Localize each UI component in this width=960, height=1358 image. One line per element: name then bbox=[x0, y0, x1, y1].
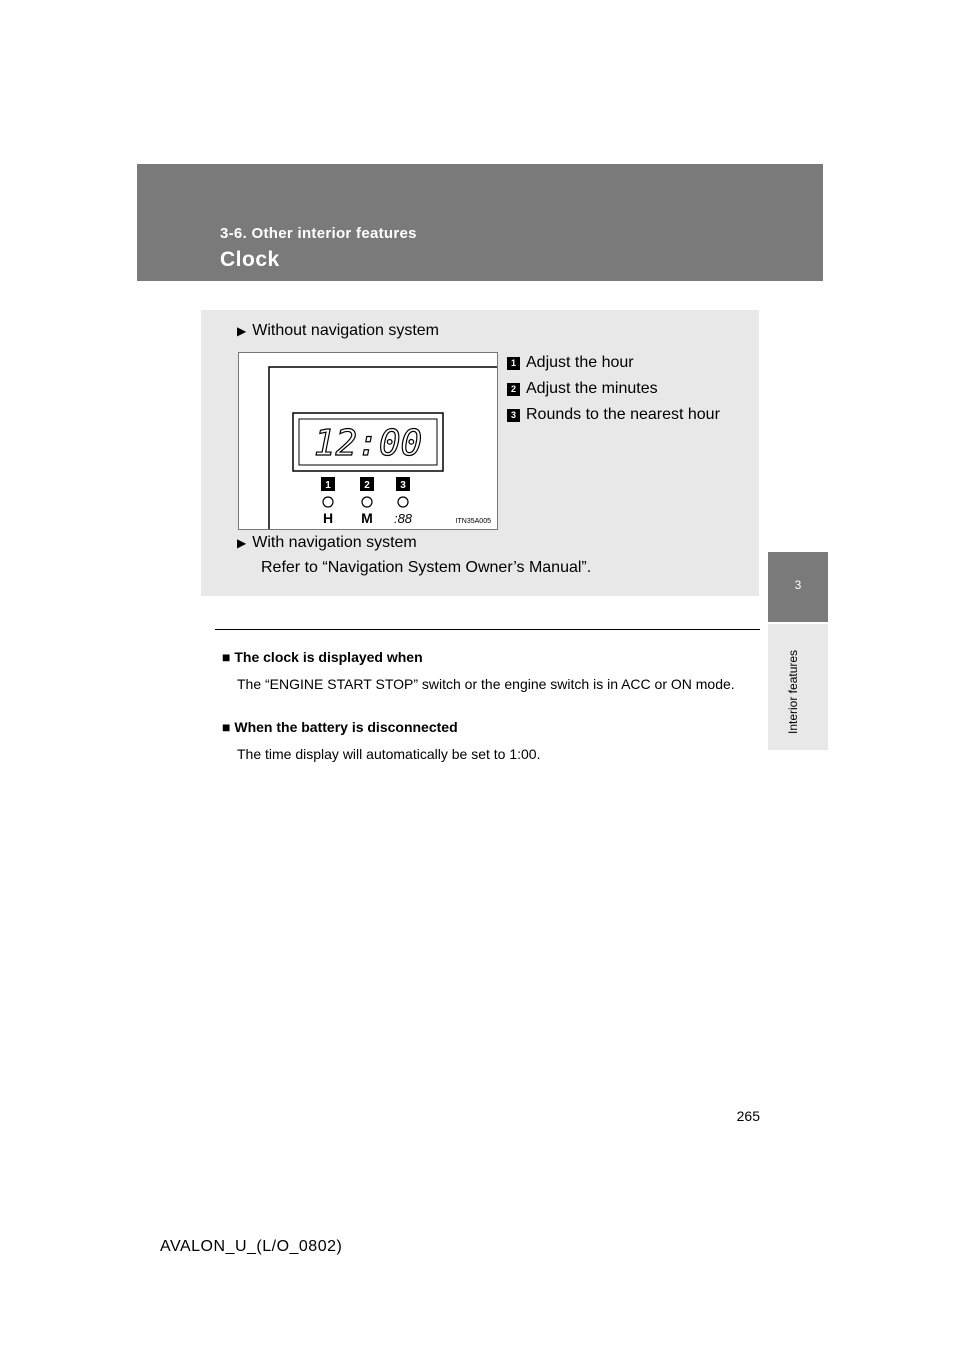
svg-text:2: 2 bbox=[364, 480, 370, 491]
option-with-nav bbox=[237, 534, 417, 552]
option-with-nav-label: With navigation system bbox=[252, 534, 417, 551]
legend-item-3 bbox=[507, 402, 720, 428]
chapter-tab[interactable] bbox=[768, 552, 828, 622]
legend-item-label: Rounds to the nearest hour bbox=[526, 406, 720, 423]
note-heading-text: The clock is displayed when bbox=[234, 649, 423, 665]
button-legend bbox=[507, 350, 720, 428]
page-title: Clock bbox=[220, 248, 280, 271]
legend-item-label: Adjust the hour bbox=[526, 354, 634, 371]
divider bbox=[215, 629, 760, 630]
clock-panel-drawing bbox=[239, 353, 497, 529]
badge-2-icon bbox=[360, 477, 374, 491]
legend-item-2 bbox=[507, 376, 720, 402]
note-body-1: The “ENGINE START STOP” switch or the engine switch is in ACC or ON mode. bbox=[237, 676, 735, 692]
svg-text:1: 1 bbox=[325, 480, 331, 491]
note-heading-2 bbox=[222, 719, 458, 735]
footer-code: AVALON_U_(L/O_0802) bbox=[160, 1238, 343, 1255]
clock-illustration bbox=[238, 352, 498, 530]
triangle-arrow-icon: ▶ bbox=[237, 536, 247, 550]
badge-3-icon: 3 bbox=[507, 409, 520, 422]
badge-1-icon bbox=[321, 477, 335, 491]
chapter-label: Interior features bbox=[786, 649, 800, 734]
triangle-arrow-icon: ▶ bbox=[237, 324, 247, 338]
nav-manual-reference: Refer to “Navigation System Owner’s Manual”. bbox=[261, 559, 592, 576]
badge-1-icon: 1 bbox=[507, 357, 520, 370]
square-bullet-icon: ■ bbox=[222, 649, 235, 665]
minute-button[interactable] bbox=[362, 497, 372, 507]
round-button-label: :88 bbox=[393, 511, 413, 526]
legend-item-1 bbox=[507, 350, 720, 376]
chapter-label-tab bbox=[768, 624, 828, 750]
note-heading-text: When the battery is disconnected bbox=[234, 719, 458, 735]
option-without-nav-label: Without navigation system bbox=[252, 322, 439, 339]
clock-display-text: 12:00 bbox=[313, 423, 423, 464]
round-button[interactable] bbox=[398, 497, 408, 507]
square-bullet-icon: ■ bbox=[222, 719, 235, 735]
badge-3-icon bbox=[396, 477, 410, 491]
chapter-number: 3 bbox=[794, 578, 802, 592]
svg-text:3: 3 bbox=[400, 480, 406, 491]
badge-2-icon: 2 bbox=[507, 383, 520, 396]
hour-button[interactable] bbox=[323, 497, 333, 507]
legend-item-label: Adjust the minutes bbox=[526, 380, 658, 397]
option-without-nav bbox=[237, 322, 439, 340]
illustration-code: ITN35A005 bbox=[455, 518, 491, 525]
section-label: 3-6. Other interior features bbox=[220, 225, 417, 242]
minute-button-label: M bbox=[361, 510, 373, 526]
header-band bbox=[137, 164, 823, 281]
note-body-2: The time display will automatically be set to 1:00. bbox=[237, 746, 541, 762]
hour-button-label: H bbox=[322, 510, 334, 526]
note-heading-1 bbox=[222, 649, 423, 665]
page-number: 265 bbox=[736, 1108, 760, 1124]
clock-info-box bbox=[201, 310, 759, 596]
